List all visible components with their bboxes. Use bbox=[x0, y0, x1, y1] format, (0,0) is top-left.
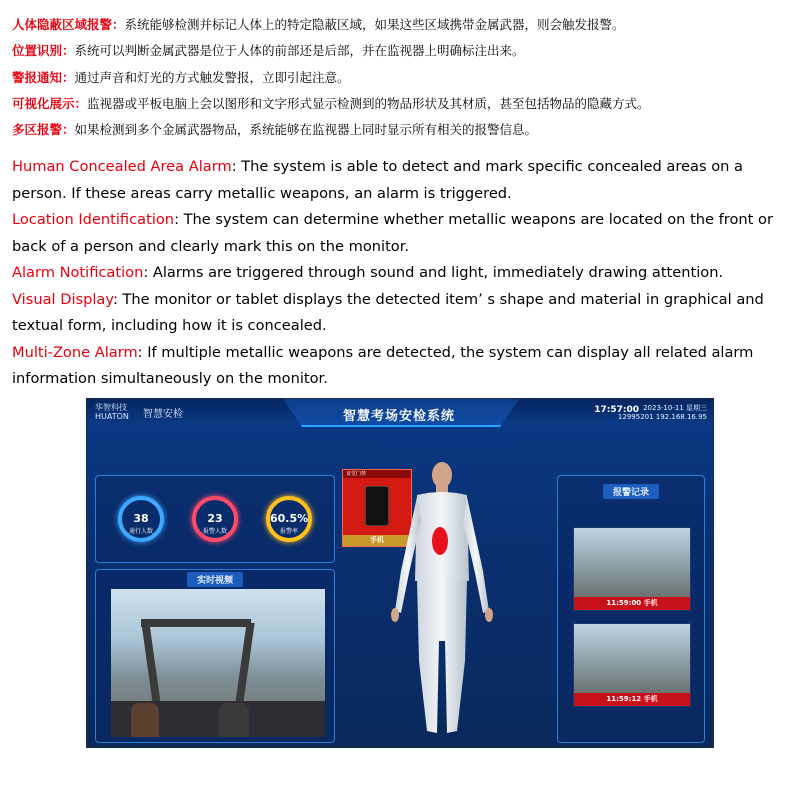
en-feature-item bbox=[12, 260, 792, 287]
person-thumbnail bbox=[219, 703, 249, 737]
en-feature-text: : The system is able to detect and mark specific concealed areas on a person. If these areas carry metallic weapons, an alarm is triggered. bbox=[12, 158, 743, 202]
alarm-record-caption: 11:59:00 手机 bbox=[574, 597, 690, 610]
detected-item-location: 食堂门禁 bbox=[343, 470, 411, 478]
en-feature-text: : The monitor or tablet displays the detected item’ s shape and material in graphical and textual form, including how it is concealed. bbox=[12, 290, 764, 334]
en-feature-item bbox=[12, 340, 792, 393]
cn-feature-key: 可视化展示 bbox=[12, 95, 75, 111]
steel-frame bbox=[141, 619, 251, 627]
cn-feature-text: 通过声音和灯光的方式触发警报，立即引起注意。 bbox=[74, 69, 350, 85]
cn-feature-text: 监视器或平板电脑上会以图形和文字形式显示检测到的物品形状及其材质，甚至包括物品的隐藏方式。 bbox=[87, 95, 650, 111]
cn-feature-item bbox=[12, 91, 792, 117]
en-feature-key: Location Identification bbox=[12, 211, 175, 228]
system-title: 智慧考场安检系统 bbox=[342, 409, 455, 424]
records-panel-title: 报警记录 bbox=[603, 484, 659, 499]
cn-feature-key: 人体隐蔽区域报警 bbox=[12, 17, 113, 32]
en-feature-item bbox=[12, 207, 792, 260]
phone-icon bbox=[365, 486, 389, 526]
cn-feature-item bbox=[12, 12, 792, 38]
stat-value: 23 bbox=[207, 512, 223, 525]
stats-panel bbox=[95, 475, 335, 563]
en-feature-key: Multi-Zone Alarm bbox=[12, 343, 138, 361]
cn-feature-key: 警报通知 bbox=[12, 69, 63, 85]
en-feature-key: Alarm Notification bbox=[12, 264, 144, 281]
cn-feature-text: 如果检测到多个金属武器物品，系统能够在监视器上同时显示所有相关的报警信息。 bbox=[74, 122, 538, 138]
person-thumbnail bbox=[131, 703, 159, 737]
cn-feature-sep: ： bbox=[74, 95, 88, 111]
cn-feature-text: 系统能够检测并标记人体上的特定隐蔽区域，如果这些区域携带金属武器，则会触发报警。 bbox=[124, 17, 625, 32]
steel-frame-left bbox=[141, 623, 160, 703]
cn-feature-item bbox=[12, 65, 792, 91]
stat-gauge bbox=[266, 496, 312, 542]
cn-feature-sep: ： bbox=[62, 122, 75, 138]
en-feature-item bbox=[12, 154, 792, 207]
alarm-record-thumbnail[interactable] bbox=[573, 623, 691, 707]
en-feature-text: : The system can determine whether metallic weapons are located on the front or back of a person and clearly mark this on the monitor. bbox=[12, 211, 773, 255]
status-info: 2023-10-11 星期三 12995201 192.168.16.95 bbox=[617, 404, 707, 421]
brand-name: 智慧安检 bbox=[143, 409, 183, 420]
stat-gauge bbox=[192, 496, 238, 542]
cn-feature-key: 位置识别 bbox=[12, 43, 63, 59]
en-feature-key: Visual Display bbox=[12, 290, 113, 308]
cn-feature-sep: ： bbox=[62, 69, 75, 85]
brand-logo: 华智科技 HUATON bbox=[95, 403, 129, 421]
live-video[interactable] bbox=[111, 589, 325, 737]
clock: 17:57:00 bbox=[594, 405, 639, 415]
en-feature-key: Human Concealed Area Alarm bbox=[12, 158, 232, 175]
cn-feature-sep: ： bbox=[62, 43, 75, 59]
stat-label: 报警人数 bbox=[202, 528, 227, 535]
detected-item-label: 手机 bbox=[343, 535, 411, 546]
en-feature-item bbox=[12, 287, 792, 340]
screen-header bbox=[87, 399, 713, 425]
alarm-record-thumbnail[interactable] bbox=[573, 527, 691, 611]
cn-feature-item bbox=[12, 38, 792, 64]
stat-value: 60.5% bbox=[270, 512, 309, 525]
monitor-screenshot bbox=[86, 398, 714, 748]
cn-feature-key: 多区报警 bbox=[12, 122, 63, 138]
alarm-marker[interactable] bbox=[432, 527, 448, 555]
english-feature-list bbox=[12, 154, 792, 393]
cn-feature-sep: ： bbox=[112, 17, 125, 32]
stat-label: 报警率 bbox=[279, 528, 298, 535]
cn-feature-item bbox=[12, 117, 792, 143]
stat-label: 通行人数 bbox=[128, 528, 153, 535]
chinese-feature-list bbox=[12, 12, 792, 143]
stat-gauge bbox=[118, 496, 164, 542]
video-panel-title: 实时视频 bbox=[187, 572, 243, 587]
cn-feature-text: 系统可以判断金属武器是位于人体的前部还是后部，并在监视器上明确标注出来。 bbox=[74, 43, 525, 59]
steel-frame-right bbox=[235, 623, 254, 703]
alarm-record-caption: 11:59:12 手机 bbox=[574, 693, 690, 706]
en-feature-text: : If multiple metallic weapons are detected, the system can display all related alarm information simultaneously on the monitor. bbox=[12, 343, 754, 387]
stat-value: 38 bbox=[133, 512, 149, 525]
human-body-model bbox=[387, 461, 497, 743]
en-feature-text: : Alarms are triggered through sound and light, immediately drawing attention. bbox=[143, 264, 724, 281]
